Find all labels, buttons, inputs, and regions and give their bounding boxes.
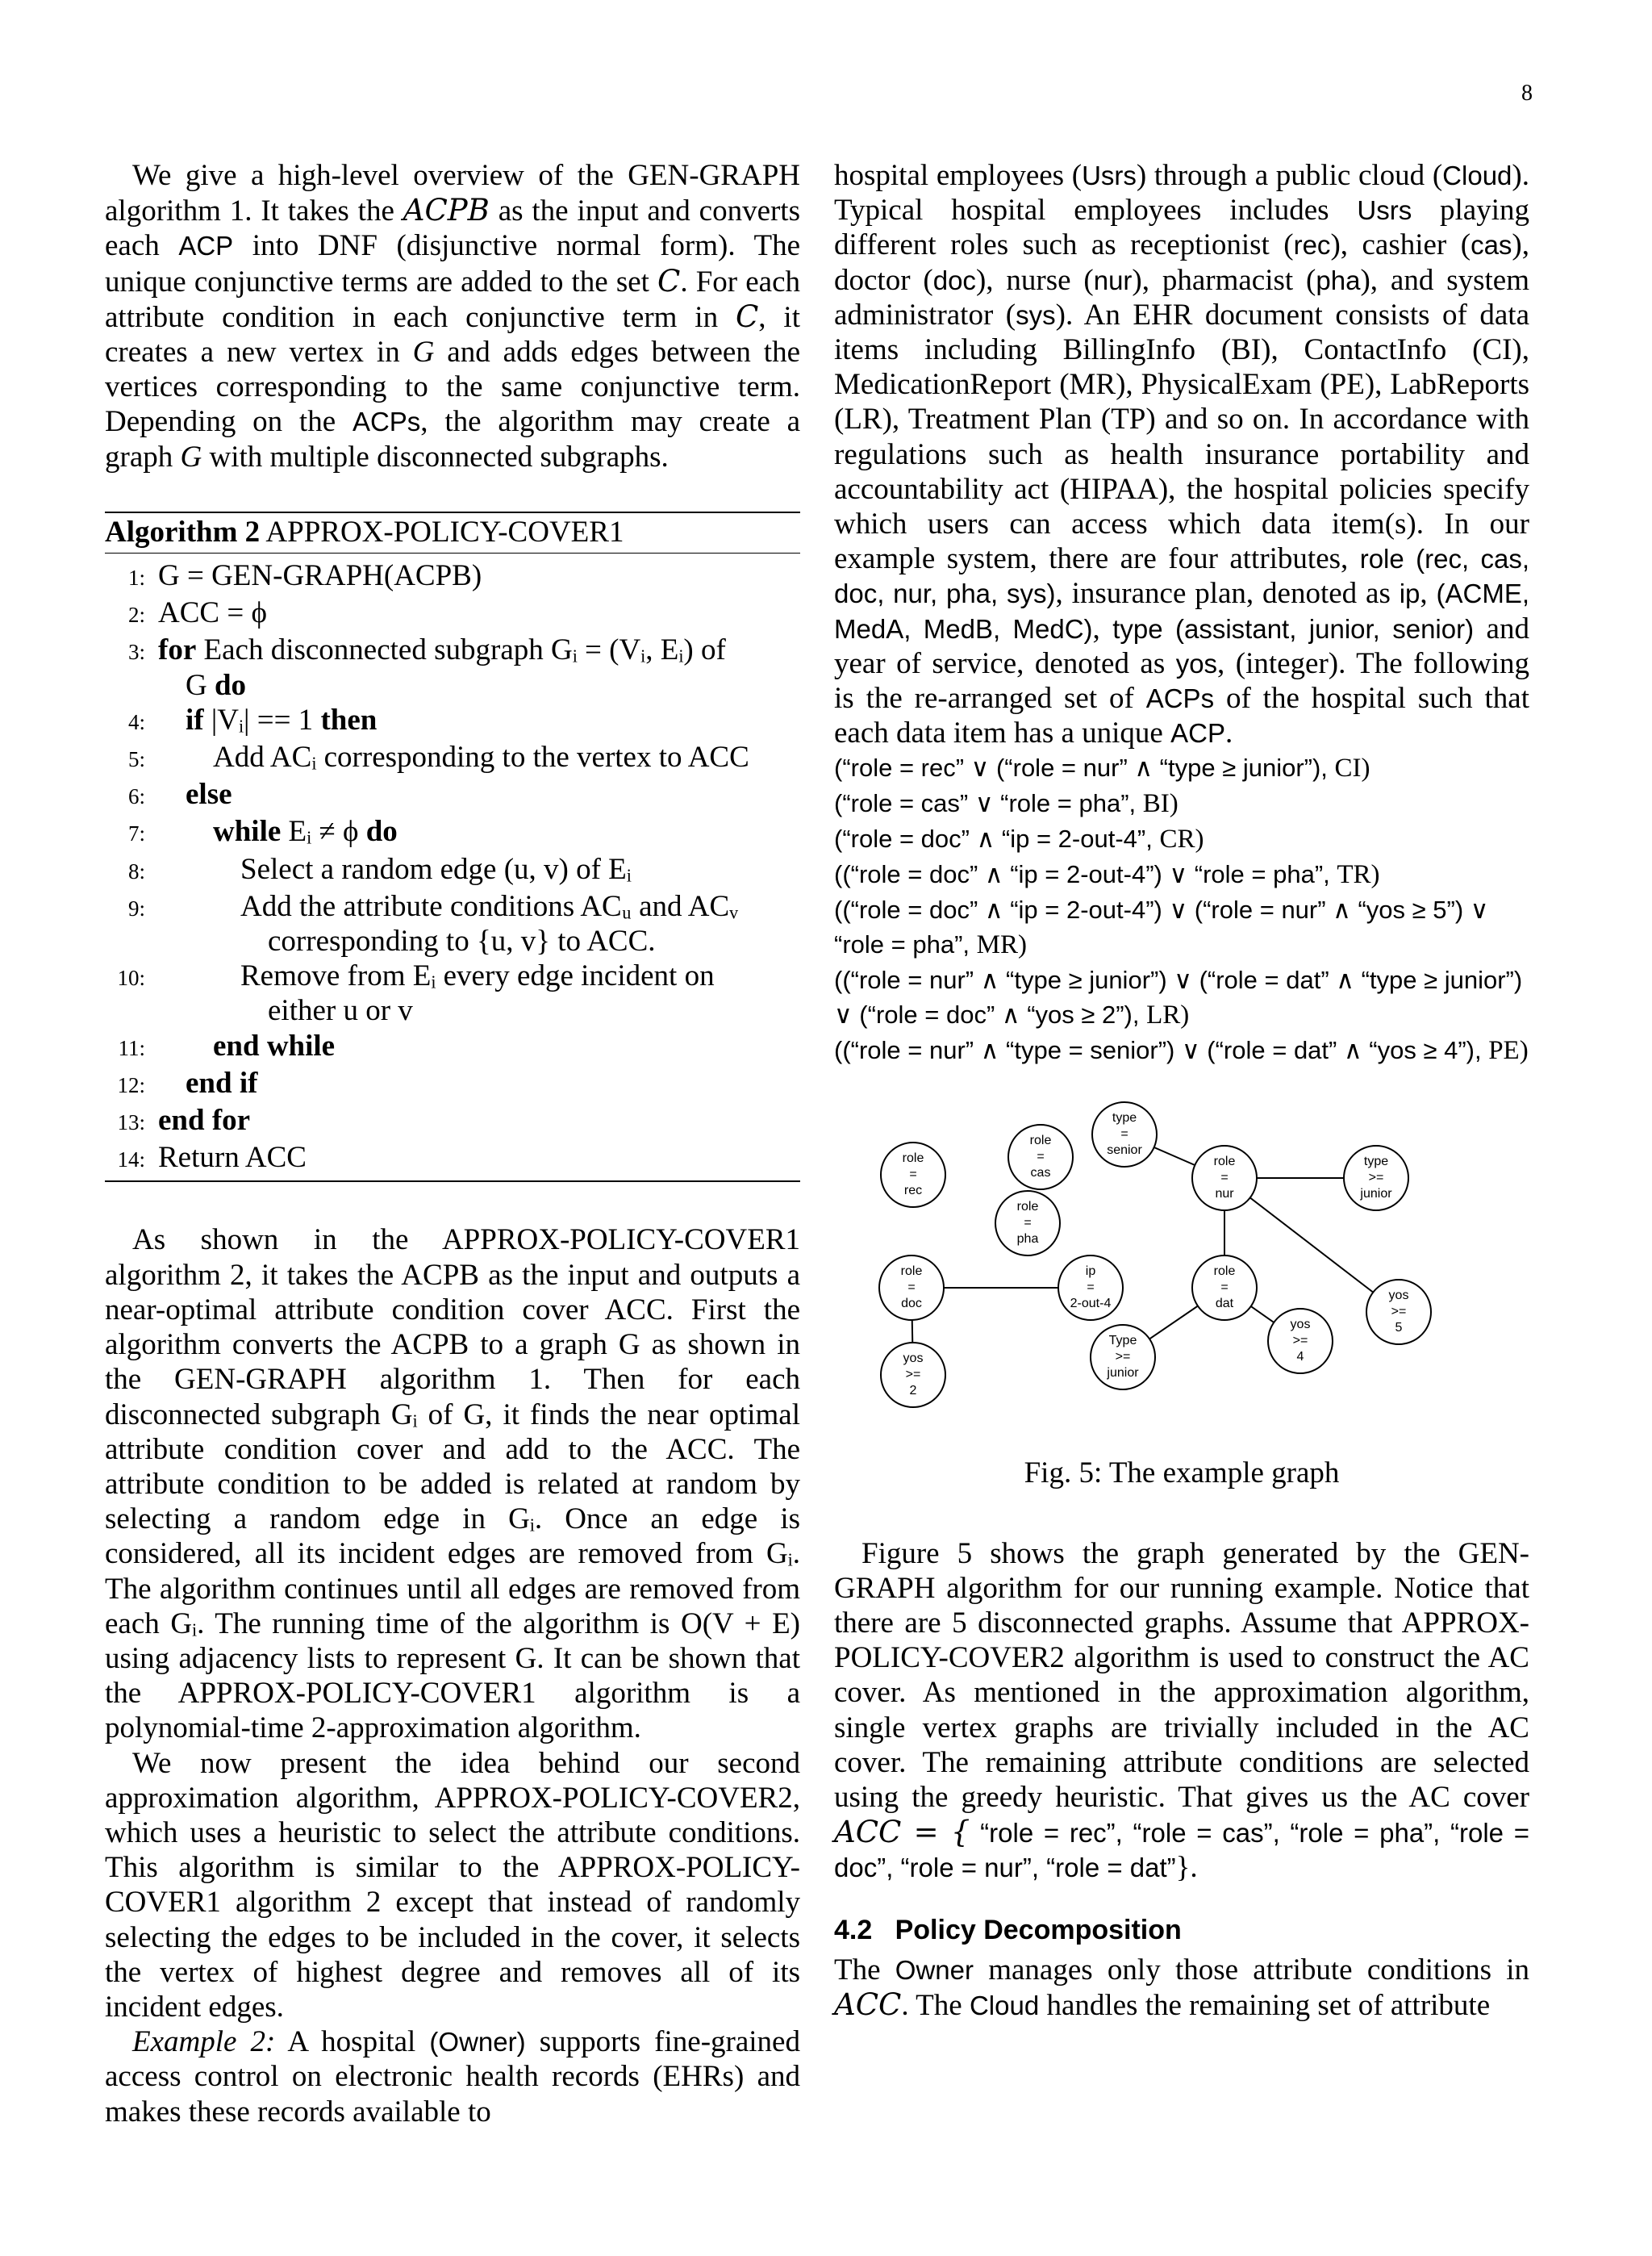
acp-entry: (“role = rec” ∨ (“role = nur” ∧ “type ≥ junior”), CI) <box>834 754 1370 783</box>
page-number: 8 <box>1521 81 1533 106</box>
graph-node-label: = <box>907 1280 916 1295</box>
graph-node-label: >= <box>905 1368 921 1382</box>
line-number: 2: <box>127 603 145 628</box>
line-body: Add the attribute conditions ACᵤ and ACᵥ corresponding to {u, v} to ACC. <box>153 889 800 959</box>
acp-entry: (“role = cas” ∨ “role = pha”, BI) <box>834 789 1179 819</box>
line-body: for Each disconnected subgraph Gᵢ = (Vᵢ, Eᵢ) of G do <box>153 633 800 702</box>
algorithm-line <box>105 703 800 740</box>
graph-node-label: junior <box>1107 1366 1139 1381</box>
line-body: end if <box>186 1066 258 1100</box>
graph-node-label: = <box>1087 1280 1095 1295</box>
line-number: 14: <box>117 1147 145 1172</box>
graph-node-type-junior <box>1344 1146 1408 1210</box>
line-continuation: either u or v <box>268 994 413 1028</box>
graph-node-label: rec <box>903 1184 923 1198</box>
line-number: 13: <box>117 1110 145 1135</box>
graph-node-label: role <box>902 1151 924 1166</box>
algorithm-line <box>105 1066 800 1103</box>
graph-node-label: 2 <box>909 1384 917 1398</box>
line-body: Select a random edge (u, v) of Eᵢ <box>240 852 632 886</box>
acp-entry: ((“role = nur” ∧ “type = senior”) ∨ (“role = dat” ∧ “yos ≥ 4”), PE) <box>834 1036 1529 1066</box>
graph-node-label: type <box>1112 1111 1137 1126</box>
graph-node-role-rec <box>881 1143 945 1207</box>
line-number: 5: <box>127 747 145 772</box>
paragraph-decomposition: The Owner manages only those attribute conditions in ACC. The Cloud handles the remaining set of attribute <box>834 1953 1529 2023</box>
graph-node-label: = <box>1220 1280 1229 1295</box>
graph-node-label: doc <box>901 1297 922 1311</box>
graph-node-label: >= <box>1368 1171 1384 1185</box>
paragraph-figure-explanation: Figure 5 shows the graph generated by the GEN-GRAPH algorithm for our running example. Notice that there are 5 disconnected graphs. Assume that APPROX-POLICY-COVER2 algorithm is used to construct the AC cover. As mentioned in the approximation algorithm, single vertex graphs are trivially included in the AC cover. The remaining attribute conditions are selected using the greedy heuristic. That gives us the AC cover ACC = { “role = rec”, “role = cas”, “role = pha”, “role = doc”, “role = nur”, “role = dat”}. <box>834 1536 1530 1885</box>
graph-node-label: Type <box>1108 1334 1137 1348</box>
line-continuation: corresponding to {u, v} to ACC. <box>268 925 656 959</box>
paragraph-approx2: We now present the idea behind our second approximation algorithm, APPROX-POLICY-COVER2, which uses a heuristic to select the attribute conditions. This algorithm is similar to the APPROX-POLICY-COVER1 algorithm 2 except that instead of randomly selecting the edges to be included in the cover, it selects the vertex of highest degree and removes all of its incident edges. <box>105 1746 800 2024</box>
graph-node-label: yos <box>1290 1318 1311 1332</box>
line-number: 11: <box>118 1035 145 1060</box>
line-body: Add ACᵢ corresponding to the vertex to ACC <box>213 741 749 775</box>
paragraph-approx1: As shown in the APPROX-POLICY-COVER1 algorithm 2, it takes the ACPB as the input and outputs a near-optimal attribute condition cover ACC. First the algorithm converts the ACPB to a graph G as shown in the GEN-GRAPH algorithm 1. Then for each disconnected subgraph Gᵢ of G, it finds the near optimal attribute condition cover and add to the ACC. The attribute condition to be added is related at random by selecting a random edge in Gᵢ. Once an edge is considered, all its incident edges are removed from Gᵢ. The algorithm continues until all edges are removed from each Gᵢ. The running time of the algorithm is O(V + E) using adjacency lists to represent G. It can be shown that the APPROX-POLICY-COVER1 algorithm is a polynomial-time 2-approximation algorithm. <box>105 1223 800 1745</box>
line-body: while Eᵢ ≠ ϕ do <box>213 815 398 849</box>
line-number: 6: <box>127 784 145 809</box>
algorithm-line <box>105 1103 800 1140</box>
algorithm-caption: Algorithm 2 APPROX-POLICY-COVER1 <box>105 513 800 554</box>
line-body: ACC = ϕ <box>158 596 267 630</box>
graph-node-type-senior <box>1092 1102 1157 1167</box>
graph-node-label: senior <box>1107 1143 1142 1158</box>
graph-node-label: pha <box>1016 1232 1039 1247</box>
algorithm-line <box>105 889 800 959</box>
graph-node-role-doc <box>879 1255 944 1320</box>
example-graph-figure <box>834 1101 1529 1448</box>
algorithm-line <box>105 959 800 1028</box>
intro-paragraph: We give a high-level overview of the GEN-GRAPH algorithm 1. It takes the ACPB as the input and converts each ACP into DNF (disjunctive normal form). The unique conjunctive terms are added to the set C. For each attribute condition in each conjunctive term in C, it creates a new vertex in G and adds edges between the vertices corresponding to the same conjunctive term. Depending on the ACPs, the algorithm may create a graph G with multiple disconnected subgraphs. <box>105 159 801 474</box>
graph-node-ip-2-out-4 <box>1058 1255 1123 1320</box>
line-body: Return ACC <box>158 1141 307 1175</box>
line-body: Remove from Eᵢ every edge incident on either u or v <box>153 959 800 1028</box>
graph-node-label: ip <box>1085 1264 1096 1279</box>
line-continuation: G do <box>186 668 247 702</box>
graph-node-label: nur <box>1215 1187 1234 1201</box>
graph-node-role-dat <box>1192 1255 1257 1320</box>
algorithm-line <box>105 558 800 595</box>
graph-node-label: role <box>900 1264 923 1279</box>
graph-node-role-nur <box>1192 1146 1257 1210</box>
graph-node-yos-2 <box>881 1343 945 1407</box>
graph-node-type-junior <box>1091 1325 1155 1389</box>
line-body: end while <box>213 1029 336 1063</box>
graph-node-label: 5 <box>1395 1321 1403 1335</box>
graph-node-label: yos <box>903 1352 924 1366</box>
line-body: if |Vᵢ| == 1 then <box>186 703 378 737</box>
graph-node-label: = <box>1024 1216 1032 1230</box>
algorithm-line <box>105 740 800 777</box>
graph-node-role-cas <box>1008 1125 1073 1189</box>
line-number: 10: <box>117 966 145 991</box>
graph-node-yos-4 <box>1268 1309 1333 1373</box>
acp-list <box>834 750 1529 1068</box>
line-body: G = GEN-GRAPH(ACPB) <box>158 559 482 593</box>
line-body: end for <box>158 1104 251 1138</box>
example-graph <box>834 1101 1529 1448</box>
algorithm-box <box>105 512 800 1183</box>
graph-node-label: = <box>909 1168 917 1182</box>
acp-entry: ((“role = doc” ∧ “ip = 2-out-4”) ∨ “role = pha”, TR) <box>834 860 1380 890</box>
graph-node-label: junior <box>1360 1187 1392 1201</box>
left-column <box>105 158 800 2129</box>
acp-entry: ((“role = nur” ∧ “type ≥ junior”) ∨ (“role = dat” ∧ “type ≥ junior”) ∨ (“role = doc” ∧ “yos ≥ 2”), LR) <box>834 966 1523 1030</box>
algorithm-line <box>105 852 800 889</box>
graph-node-label: 2-out-4 <box>1070 1297 1112 1311</box>
graph-node-label: cas <box>1030 1166 1051 1180</box>
graph-node-label: = <box>1120 1127 1128 1142</box>
graph-node-label: 4 <box>1296 1350 1304 1364</box>
graph-node-label: role <box>1213 1155 1236 1169</box>
acp-entry: ((“role = doc” ∧ “ip = 2-out-4”) ∨ (“role = nur” ∧ “yos ≥ 5”) ∨ “role = pha”, MR) <box>834 896 1489 960</box>
paragraph-hospital: hospital employees (Usrs) through a public cloud (Cloud). Typical hospital employees includes Usrs playing different roles such as receptionist (rec), cashier (cas), doctor (doc), nurse (nur), pharmacist (pha), and system administrator (sys). An EHR document consists of data items including BillingInfo (BI), ContactInfo (CI), MedicationReport (MR), PhysicalExam (PE), LabReports (LR), Treatment Plan (TP) and so on. In accordance with regulations such as health insurance portability and accountability act (HIPAA), the hospital policies specify which users can access which data item(s). In our example system, there are four attributes, role (rec, cas, doc, nur, pha, sys), insurance plan, denoted as ip, (ACME, MedA, MedB, MedC), type (assistant, junior, senior) and year of service, denoted as yos, (integer). The following is the re-arranged set of ACPs of the hospital such that each data item has a unique ACP. <box>834 159 1530 750</box>
algorithm-line <box>105 595 800 633</box>
graph-node-label: role <box>1029 1134 1052 1148</box>
line-body: else <box>186 778 232 812</box>
graph-node-label: role <box>1213 1264 1236 1279</box>
line-number: 4: <box>127 709 145 734</box>
algorithm-line <box>105 1029 800 1066</box>
algorithm-line <box>105 777 800 814</box>
algorithm-line <box>105 633 800 702</box>
line-number: 9: <box>127 896 145 921</box>
graph-node-role-pha <box>995 1191 1060 1255</box>
algorithm-line <box>105 814 800 851</box>
line-number: 7: <box>127 821 145 846</box>
graph-node-label: = <box>1220 1171 1229 1185</box>
line-number: 8: <box>127 859 145 884</box>
algorithm-line <box>105 1140 800 1177</box>
graph-node-label: >= <box>1391 1305 1407 1319</box>
graph-node-label: >= <box>1292 1334 1308 1348</box>
figure-caption: Fig. 5: The example graph <box>1024 1456 1340 1490</box>
paragraph-example: Example 2: A hospital (Owner) supports fine-grained access control on electronic health records (EHRs) and makes these records available to <box>105 2025 800 2129</box>
graph-node-label: yos <box>1388 1289 1409 1303</box>
graph-node-label: = <box>1037 1150 1045 1164</box>
line-number: 1: <box>127 566 145 591</box>
section-heading: 4.2 Policy Decomposition <box>834 1914 1182 1945</box>
graph-node-label: role <box>1016 1200 1039 1214</box>
right-column <box>834 158 1529 2023</box>
line-number: 12: <box>117 1072 145 1097</box>
graph-node-label: type <box>1363 1155 1389 1169</box>
graph-node-label: >= <box>1115 1350 1131 1364</box>
graph-node-label: dat <box>1215 1297 1234 1311</box>
graph-node-yos-5 <box>1366 1280 1431 1344</box>
algorithm-lines <box>105 554 800 1180</box>
line-number: 3: <box>127 640 145 665</box>
acp-entry: (“role = doc” ∧ “ip = 2-out-4”, CR) <box>834 825 1204 854</box>
